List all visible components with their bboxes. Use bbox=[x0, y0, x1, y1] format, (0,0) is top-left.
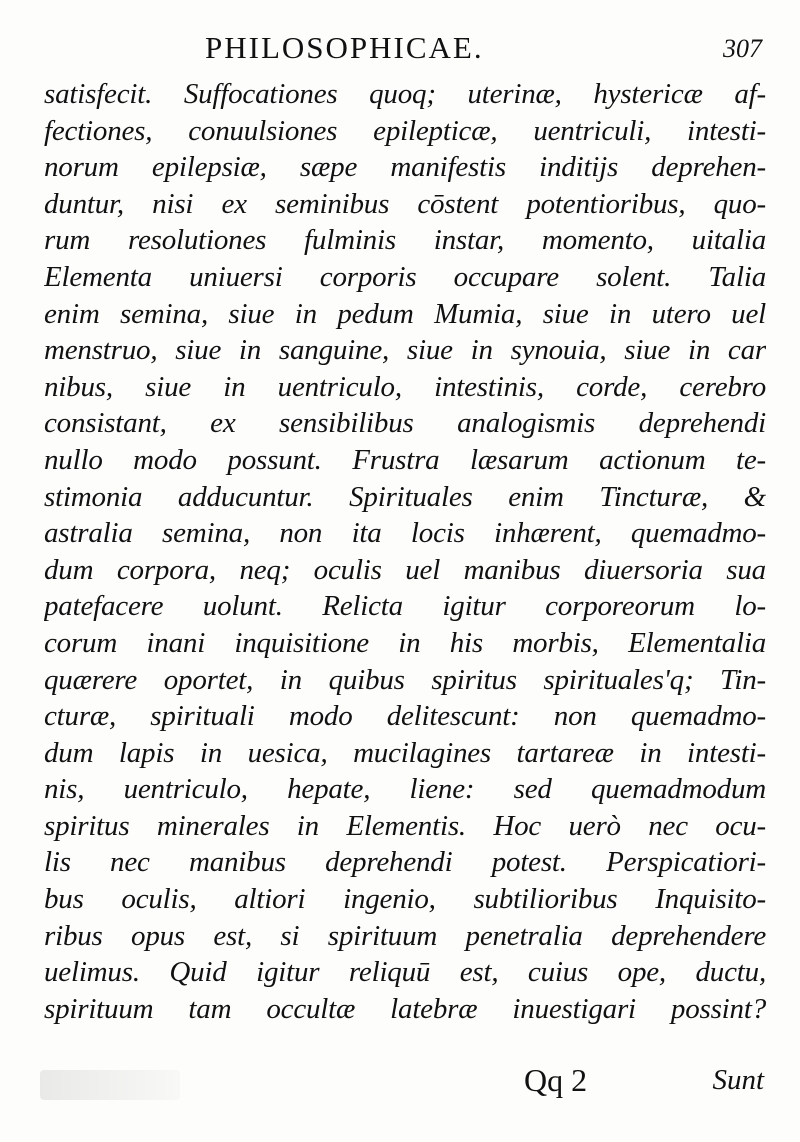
text-line: nibus, siue in uentriculo, intestinis, corde, cerebro bbox=[44, 370, 766, 403]
text-line: nis, uentriculo, hepate, liene: sed quemadmodum bbox=[44, 773, 766, 806]
text-line: dum corpora, neq; oculis uel manibus diuersoria sua bbox=[44, 553, 766, 586]
text-line: corum inani inquisitione in his morbis, Elementalia bbox=[44, 626, 766, 659]
text-line: rum resolutiones fulminis instar, momento, uitalia bbox=[44, 224, 766, 257]
text-line: enim semina, siue in pedum Mumia, siue in utero uel bbox=[44, 297, 766, 330]
running-title: PHILOSOPHICAE. bbox=[205, 30, 484, 65]
page-footer bbox=[0, 1062, 800, 1106]
text-line: duntur, nisi ex seminibus cōstent potentioribus, quo- bbox=[44, 187, 766, 220]
text-line: norum epilepsiæ, sæpe manifestis inditijs deprehen- bbox=[44, 151, 766, 184]
text-line: cturæ, spirituali modo delitescunt: non quemadmo- bbox=[44, 700, 766, 733]
text-line: spiritus minerales in Elementis. Hoc uerò nec ocu- bbox=[44, 809, 766, 842]
text-line: fectiones, conuulsiones epilepticæ, uentriculi, intesti- bbox=[44, 114, 766, 147]
text-line: stimonia adducuntur. Spirituales enim Tincturæ, & bbox=[44, 480, 766, 513]
body-text bbox=[44, 76, 766, 1027]
text-line: bus oculis, altiori ingenio, subtilioribus Inquisito- bbox=[44, 883, 766, 916]
text-line: ribus opus est, si spirituum penetralia deprehendere bbox=[44, 919, 766, 952]
text-line: nullo modo possunt. Frustra læsarum actionum te- bbox=[44, 443, 766, 476]
text-line: patefacere uolunt. Relicta igitur corporeorum lo- bbox=[44, 590, 766, 623]
text-line: spirituum tam occultæ latebræ inuestigari possint? bbox=[44, 992, 766, 1025]
text-line: quærere oportet, in quibus spiritus spirituales'q; Tin- bbox=[44, 663, 766, 696]
text-line: uelimus. Quid igitur reliquū est, cuius ope, ductu, bbox=[44, 956, 766, 989]
text-line: astralia semina, non ita locis inhærent, quemadmo- bbox=[44, 517, 766, 550]
page-number: 307 bbox=[723, 34, 762, 63]
text-line: dum lapis in uesica, mucilagines tartareæ in intesti- bbox=[44, 736, 766, 769]
catchword: Sunt bbox=[712, 1064, 764, 1096]
signature-mark: Qq 2 bbox=[524, 1062, 588, 1098]
text-line: menstruo, siue in sanguine, siue in synouia, siue in car bbox=[44, 334, 766, 367]
text-line: satisfecit. Suffocationes quoq; uterinæ, hystericæ af- bbox=[44, 78, 766, 110]
text-line: lis nec manibus deprehendi potest. Perspicatiori- bbox=[44, 846, 766, 879]
page-header bbox=[0, 30, 800, 70]
text-line: Elementa uniuersi corporis occupare solent. Talia bbox=[44, 260, 766, 293]
text-line: consistant, ex sensibilibus analogismis deprehendi bbox=[44, 407, 766, 440]
